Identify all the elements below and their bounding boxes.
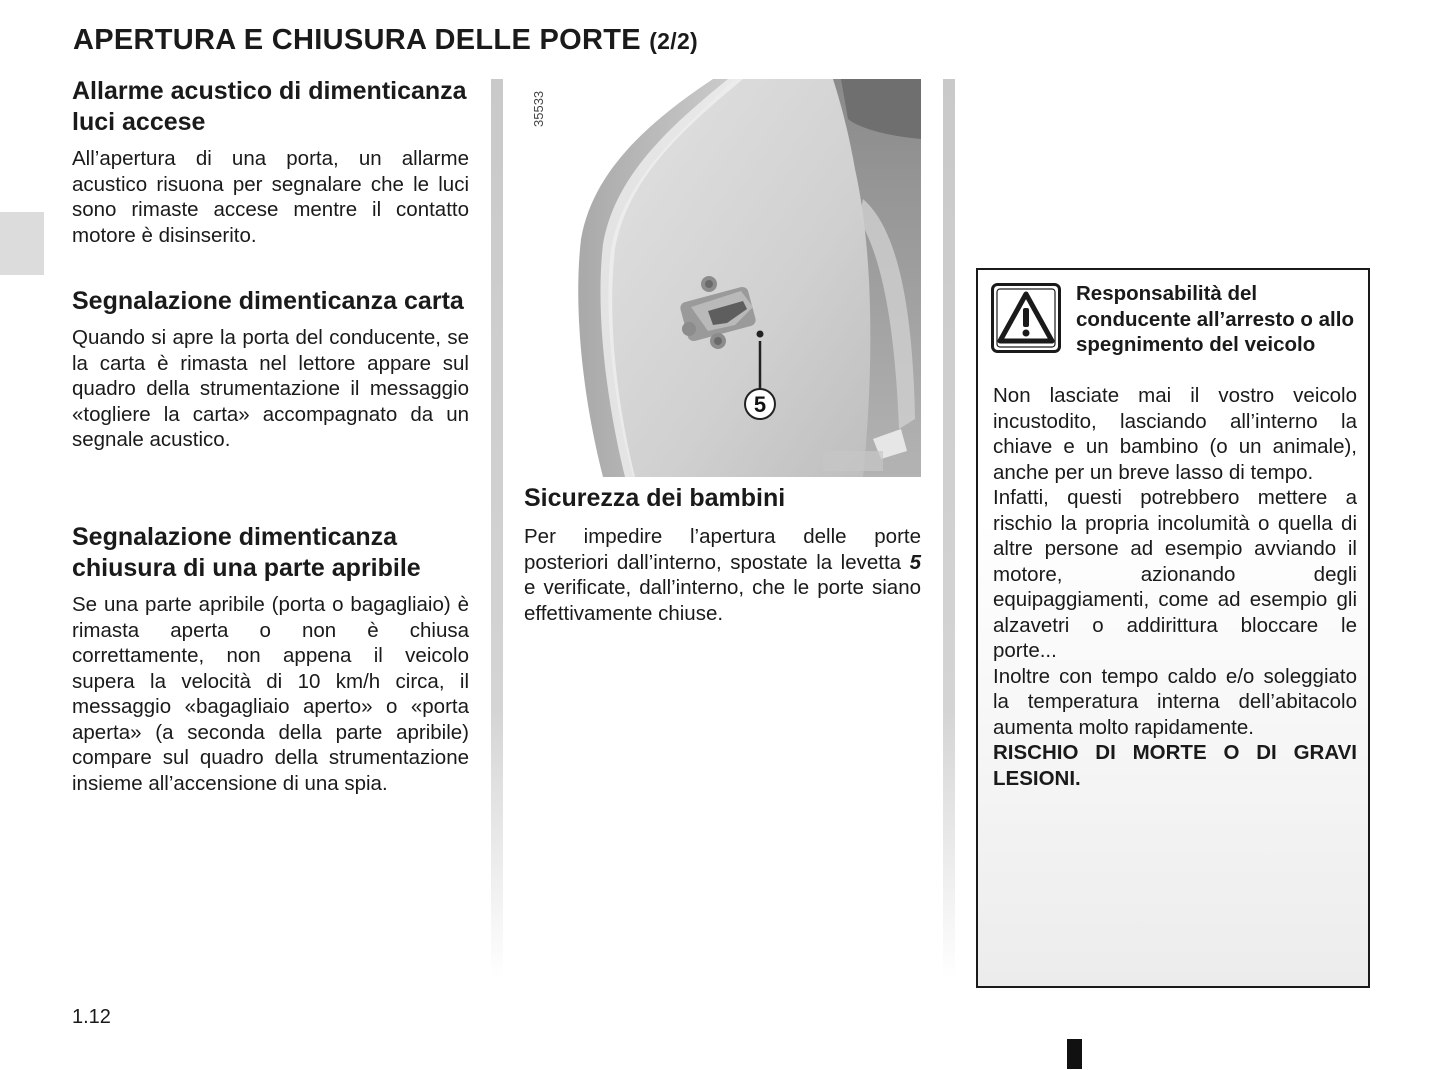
warning-emphasis: RISCHIO DI MORTE O DI GRAVI LESIONI. xyxy=(993,741,1357,790)
warning-paragraph: Non lasciate mai il vostro veicolo incustodito, lasciando all’interno la chiave e un bambino (o un animale), anche per un breve lasso di tempo. xyxy=(993,384,1357,484)
section-heading: Sicurezza dei bambini xyxy=(524,484,786,512)
column-separator xyxy=(491,79,503,979)
page-marker xyxy=(1067,1039,1082,1069)
section-card-reminder xyxy=(72,286,469,453)
section-body: Quando si apre la porta del conducente, se la carta è rimasta nel lettore appare sul quadro della strumentazione il messaggio «togliere la carta» accompagnato da un segnale acustico. xyxy=(72,326,469,451)
page-title xyxy=(73,24,698,57)
warning-paragraph: Infatti, questi potrebbero mettere a rischio la propria incolumità o quella di altre persone ad esempio avviando il motore, azionando degli equipaggiamenti, come ad esempio gli alzavetri o addirittura bloccare le porte... xyxy=(993,486,1357,662)
section-child-safety xyxy=(524,483,921,626)
column-separator xyxy=(943,79,955,979)
page-number: 1.12 xyxy=(72,1006,111,1028)
warning-box xyxy=(976,268,1370,988)
section-body: All’apertura di una porta, un allarme acustico risuona per segnalare che le luci sono rimaste accese mentre il contatto motore è disinserito. xyxy=(72,147,469,247)
warning-heading: Responsabilità del conducente all’arresto o allo spegnimento del veicolo xyxy=(1076,282,1354,356)
warning-triangle-icon xyxy=(991,283,1061,353)
section-open-door-warning xyxy=(72,522,469,796)
image-ref-code: 35533 xyxy=(531,90,546,127)
section-heading: Allarme acustico di dimenticanza luci accese xyxy=(72,77,467,136)
warning-paragraph: Inoltre con tempo caldo e/o soleggiato la temperatura interna dell’abitacolo aumenta molto rapidamente. xyxy=(993,664,1357,739)
door-lock-illustration xyxy=(503,79,921,477)
section-lights-alarm xyxy=(72,76,469,248)
section-body: Per impedire l’apertura delle porte posteriori dall’interno, spostate la levetta 5 e verificate, dall’interno, che le porte siano effettivamente chiuse. xyxy=(524,525,921,625)
callout-label: 5 xyxy=(753,392,767,417)
section-body: Se una parte apribile (porta o bagagliaio) è rimasta aperta o non è chiusa correttamente, non appena il veicolo supera la velocità di 10 km/h circa, il messaggio «bagagliaio aperto» o «porta aperta» (a seconda della parte apribile) compare sul quadro della strumentazione insieme all’accensione di una spia. xyxy=(72,593,469,795)
page-title-text: APERTURA E CHIUSURA DELLE PORTE xyxy=(73,24,641,56)
section-heading: Segnalazione dimenticanza carta xyxy=(72,287,464,315)
section-heading: Segnalazione dimenticanza chiusura di una parte apribile xyxy=(72,523,421,582)
lever-ref: 5 xyxy=(909,550,921,574)
callout-5 xyxy=(745,389,775,419)
page-title-part: (2/2) xyxy=(649,28,699,54)
warning-body xyxy=(993,383,1357,791)
chapter-tab xyxy=(0,212,44,275)
